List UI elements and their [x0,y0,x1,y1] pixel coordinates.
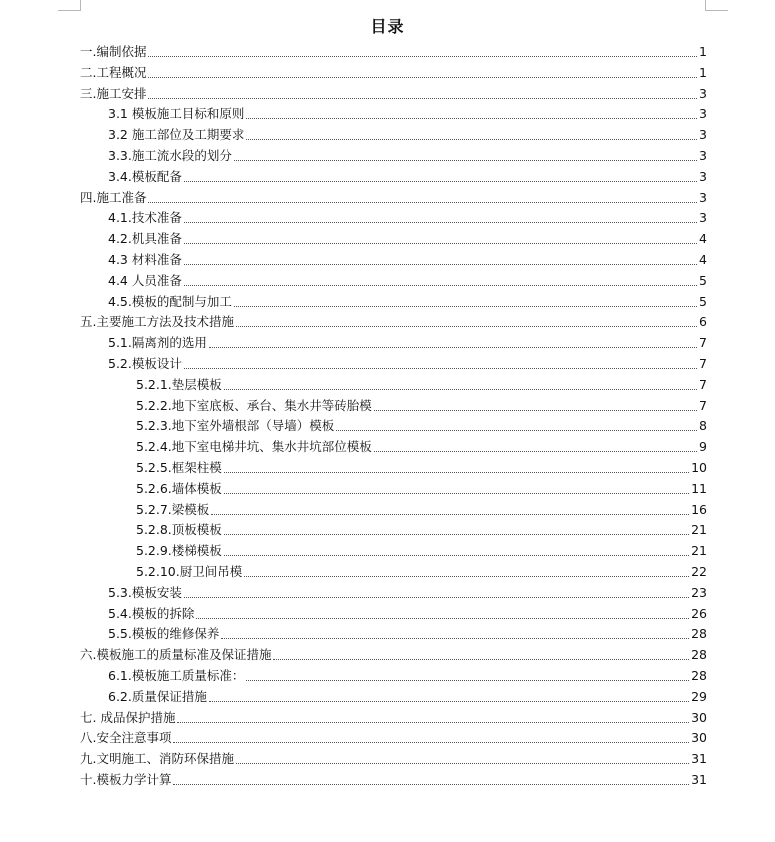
toc-entry[interactable] [80,63,707,83]
toc-leader-dots [374,451,697,452]
toc-entry-page-number: 1 [699,44,707,59]
toc-entry-page-number: 23 [691,584,707,600]
toc-entry-page-number: 8 [699,418,707,434]
toc-entry[interactable] [108,292,707,312]
toc-entry[interactable] [80,84,707,104]
toc-entry[interactable] [136,416,707,436]
toc-entry-page-number: 31 [691,751,707,767]
toc-leader-dots [148,56,697,57]
toc-entry[interactable] [108,229,707,249]
toc-entry-text: 6.1.模板施工质量标准： [108,668,245,683]
toc-entry-text: 4.5.模板的配制与加工 [108,293,232,309]
toc-entry-text: 5.5.模板的维修保养 [108,626,220,642]
toc-entry-text: 5.2.8.顶板模板 [136,522,222,538]
toc-leader-dots [148,202,697,203]
toc-leader-dots [224,493,689,494]
toc-entry-text: 四.施工准备 [80,189,147,205]
toc-entry[interactable] [108,146,707,166]
toc-entry-text: 5.1.隔离剂的选用 [108,335,207,351]
page-corner-mark-right [705,0,728,11]
toc-entry-page-number: 5 [699,272,707,288]
toc-entry-text: 5.2.3.地下室外墙根部（导墙）模板 [136,418,335,434]
toc-entry-page-number: 5 [699,293,707,309]
toc-entry[interactable] [136,500,707,520]
toc-entry[interactable] [80,312,707,332]
toc-entry-page-number: 3 [699,127,707,143]
toc-entry-page-number: 3 [699,106,707,122]
toc-entry-text: 4.3 材料准备 [108,252,182,267]
toc-entry[interactable] [108,604,707,624]
toc-entry-text: 十.模板力学计算 [80,772,172,787]
toc-leader-dots [173,784,689,785]
toc-entry-text: 5.2.6.墙体模板 [136,480,222,496]
toc-entry-text: 6.2.质量保证措施 [108,688,207,704]
toc-entry-text: 4.1.技术准备 [108,210,182,226]
toc-entry-page-number: 31 [691,772,707,787]
toc-entry-page-number: 30 [691,730,707,746]
toc-entry-text: 3.3.施工流水段的划分 [108,148,232,163]
toc-entry-page-number: 22 [691,564,707,579]
toc-leader-dots [224,389,697,390]
toc-entry[interactable] [108,271,707,291]
toc-entry[interactable] [80,749,707,769]
toc-entry-text: 二.工程概况 [80,64,147,80]
toc-entry-page-number: 4 [699,252,707,267]
toc-entry-text: 5.4.模板的拆除 [108,605,195,621]
toc-entry[interactable] [108,687,707,707]
toc-entry-page-number: 3 [699,148,707,163]
toc-entry-page-number: 6 [699,314,707,330]
toc-leader-dots [374,410,697,411]
toc-entry-text: 5.2.5.框架柱模 [136,460,222,475]
toc-entry[interactable] [108,104,707,124]
toc-entry-text: 5.2.4.地下室电梯井坑、集水井坑部位模板 [136,439,372,455]
toc-leader-dots [184,222,697,223]
toc-entry-text: 3.4.模板配备 [108,168,182,184]
toc-entry-text: 5.2.10.厨卫间吊模 [136,564,243,579]
toc-leader-dots [211,514,689,515]
toc-entry-text: 5.2.9.楼梯模板 [136,543,222,559]
toc-entry-text: 六.模板施工的质量标准及保证措施 [80,647,272,663]
toc-leader-dots [196,618,689,619]
toc-entry-page-number: 9 [699,439,707,455]
toc-leader-dots [209,347,697,348]
toc-leader-dots [224,472,689,473]
toc-entry-page-number: 29 [691,688,707,704]
toc-entry-text: 5.2.7.梁模板 [136,501,210,517]
toc-leader-dots [184,264,697,265]
toc-entry-text: 5.2.1.垫层模板 [136,376,222,392]
toc-entry[interactable] [136,396,707,416]
toc-leader-dots [184,243,697,244]
toc-entry-page-number: 7 [699,376,707,392]
toc-entry[interactable] [108,583,707,603]
toc-entry-page-number: 3 [699,168,707,184]
toc-entry-text: 4.2.机具准备 [108,231,182,247]
toc-entry-text: 一.编制依据 [80,44,147,59]
toc-entry-page-number: 3 [699,189,707,205]
toc-entry-page-number: 7 [699,397,707,413]
toc-leader-dots [246,118,697,119]
toc-entry-text: 3.2 施工部位及工期要求 [108,127,245,143]
toc-entry[interactable] [136,458,707,478]
toc-entry-text: 三.施工安排 [80,85,147,101]
toc-entry-page-number: 30 [691,709,707,725]
toc-entry-text: 五.主要施工方法及技术措施 [80,314,234,330]
toc-entry-text: 九.文明施工、消防环保措施 [80,751,234,767]
toc-entry[interactable] [108,354,707,374]
toc-entry-page-number: 10 [691,460,707,475]
toc-entry-page-number: 28 [691,647,707,663]
toc-leader-dots [234,160,697,161]
toc-entry[interactable] [108,125,707,145]
toc-entry-text: 5.2.2.地下室底板、承台、集水井等砖胎模 [136,397,372,413]
toc-entry[interactable] [80,188,707,208]
toc-entry[interactable] [80,770,707,790]
toc-entry-page-number: 1 [699,64,707,80]
toc-leader-dots [234,306,697,307]
toc-entry[interactable] [80,645,707,665]
toc-entry[interactable] [108,208,707,228]
toc-leader-dots [173,742,689,743]
toc-leader-dots [273,659,689,660]
toc-leader-dots [184,181,697,182]
toc-leader-dots [246,139,697,140]
toc-entry[interactable] [136,479,707,499]
toc-entry-page-number: 7 [699,335,707,351]
toc-leader-dots [184,368,697,369]
toc-entry[interactable] [108,624,707,644]
toc-title: 目录 [370,17,405,36]
toc-entry-page-number: 11 [691,480,707,496]
toc-entry-page-number: 16 [691,501,707,517]
toc-leader-dots [224,534,689,535]
toc-leader-dots [221,638,689,639]
toc-leader-dots [184,285,697,286]
toc-entry[interactable] [136,520,707,540]
toc-entry[interactable] [136,437,707,457]
toc-entry[interactable] [108,666,707,686]
toc-entry-text: 4.4 人员准备 [108,272,182,288]
toc-leader-dots [236,326,697,327]
toc-entry-text: 八.安全注意事项 [80,730,172,746]
toc-entry[interactable] [108,333,707,353]
toc-entry-page-number: 3 [699,210,707,226]
toc-leader-dots [184,597,689,598]
toc-entry[interactable] [136,375,707,395]
toc-entry-page-number: 28 [691,626,707,642]
toc-leader-dots [246,680,689,681]
toc-entry[interactable] [80,708,707,728]
toc-entry-page-number: 26 [691,605,707,621]
toc-leader-dots [336,430,697,431]
toc-entry[interactable] [80,42,707,62]
toc-entry-text: 5.2.模板设计 [108,356,182,371]
toc-entry[interactable] [136,541,707,561]
toc-entry-page-number: 21 [691,522,707,538]
page-corner-mark-left [58,0,81,11]
toc-leader-dots [209,701,689,702]
toc-leader-dots [244,576,689,577]
toc-entry[interactable] [136,562,707,582]
toc-entry-text: 七. 成品保护措施 [80,709,176,725]
toc-leader-dots [177,722,689,723]
toc-entry-page-number: 4 [699,231,707,247]
toc-entry[interactable] [108,167,707,187]
toc-entry-page-number: 21 [691,543,707,559]
toc-leader-dots [236,763,689,764]
toc-entry-page-number: 28 [691,668,707,683]
toc-entry[interactable] [80,728,707,748]
toc-entry-page-number: 3 [699,85,707,101]
toc-leader-dots [148,98,697,99]
toc-entry-text: 3.1 模板施工目标和原则 [108,106,245,122]
toc-entry-page-number: 7 [699,356,707,371]
toc-entry-text: 5.3.模板安装 [108,584,182,600]
toc-leader-dots [148,77,697,78]
toc-leader-dots [224,555,689,556]
toc-entry[interactable] [108,250,707,270]
